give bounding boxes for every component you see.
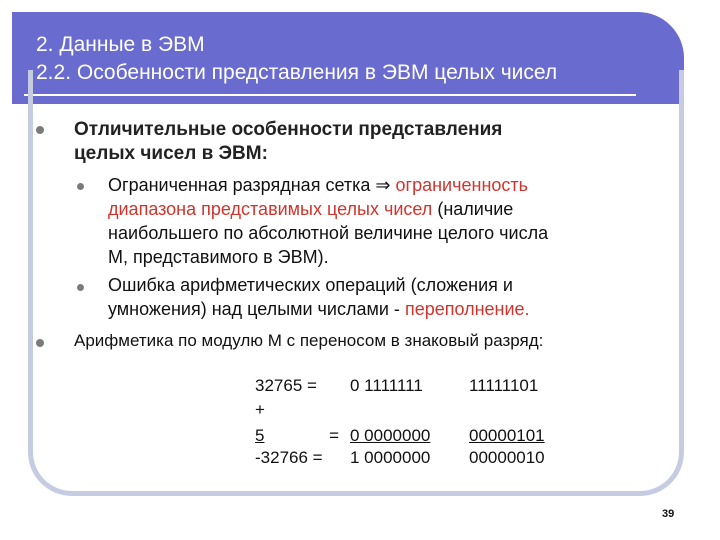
calc-binary-1b: 11111101: [469, 376, 539, 395]
sub-bullet-1-line3: наибольшего по абсолютной величине целого числа: [108, 223, 549, 243]
sub-bullet-1-line4: М, представимого в ЭВМ).: [108, 247, 329, 267]
sub-bullet-1-text: Ограниченная разрядная сетка: [108, 175, 371, 195]
sub-bullet-1-text-cont: (наличие: [437, 199, 514, 219]
calc-result-binary-a: 1 0000000: [350, 448, 431, 467]
sub-bullet-1-line2: [108, 198, 668, 220]
calc-number-2: [255, 424, 345, 448]
calc-binary-2a: 0 0000000: [350, 426, 431, 445]
sub-bullet-icon: [77, 284, 84, 291]
bullet-2-text: Арифметика по модулю М с переносом в знаковый разряд:: [74, 331, 544, 350]
sub-bullet-2-line1: Ошибка арифметических операций (сложения и: [108, 275, 513, 295]
implies-arrow-icon: ⇒: [375, 175, 391, 195]
sub-bullet-1-line1: [108, 174, 668, 196]
calc-binary-1a: 0 1111111: [350, 376, 423, 395]
bullet-icon: [36, 126, 44, 134]
sub-bullet-2-highlight: переполнение.: [404, 299, 530, 319]
calc-number-2-value: 5: [255, 426, 265, 445]
bullet-icon: [36, 339, 44, 347]
calc-number-1: 32765 =: [255, 376, 317, 395]
calc-plus-sign: +: [255, 400, 265, 419]
sub-bullet-1-highlight: ограниченность: [395, 175, 529, 195]
sub-bullet-2-text: умножения) над целыми числами -: [108, 299, 400, 319]
page-number: 39: [662, 508, 675, 520]
calc-binary-2b: 00000101: [469, 426, 545, 445]
sub-bullet-icon: [77, 183, 84, 190]
bullet-heading-line1: Отличительные особенности представления: [74, 119, 503, 140]
bullet-heading-line2: целых чисел в ЭВМ:: [74, 143, 268, 164]
subsection-title: 2.2. Особенности представления в ЭВМ целых чисел: [36, 61, 558, 84]
calc-result-number: -32766 =: [255, 448, 323, 467]
calc-result-binary-b: 00000010: [469, 448, 545, 467]
calc-equals: =: [329, 426, 339, 445]
sub-bullet-1-highlight-cont: диапазона представимых целых чисел: [108, 199, 433, 219]
section-title: 2. Данные в ЭВМ: [36, 33, 205, 56]
sub-bullet-2-line2: [108, 298, 668, 320]
